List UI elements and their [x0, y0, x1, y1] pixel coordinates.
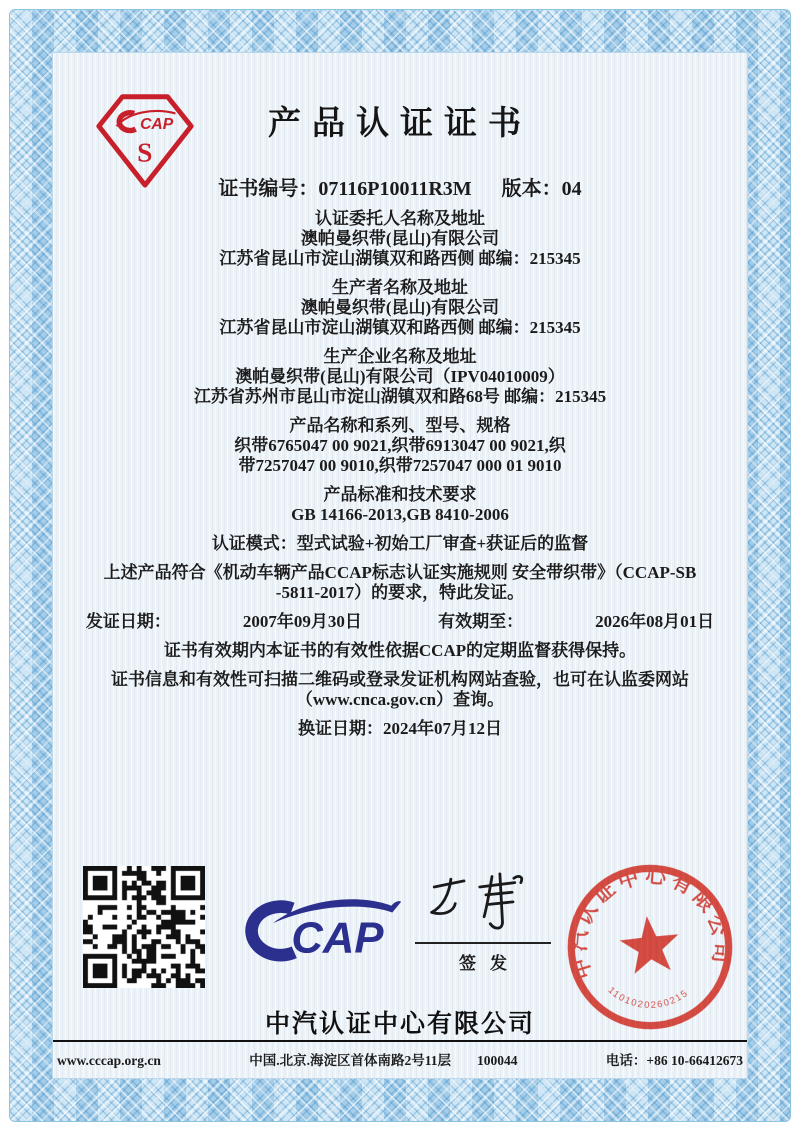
- producer-address: 江苏省昆山市淀山湖镇双和路西侧 邮编：215345: [219, 318, 581, 337]
- renewal-date: [53, 719, 747, 739]
- expiry-date: [438, 612, 714, 631]
- product-block: [53, 416, 747, 476]
- producer-header: 生产者名称及地址: [332, 278, 468, 297]
- expiry-date-value: 2026年08月01日: [595, 612, 715, 631]
- footer-phone: 电话：+86 10-66412673: [605, 1053, 743, 1068]
- producer-name: 澳帕曼织带(昆山)有限公司: [300, 298, 500, 317]
- statement-line1: 上述产品符合《机动车辆产品CCAP标志认证实施规则 安全带织带》（CCAP-SB: [103, 563, 697, 582]
- gem-cap-text: CAP: [140, 116, 174, 134]
- verify-note: [53, 670, 747, 710]
- gem-s-text: S: [137, 137, 153, 168]
- guilloche-border: [9, 9, 791, 1122]
- product-line1: 织带6765047 00 9021,织带6913047 00 9021,织: [234, 436, 566, 455]
- certification-mode: 认证模式：型式试验+初始工厂审查+获证后的监督: [211, 534, 589, 553]
- footer-address-text: 中国.北京.海淀区首体南路2号11层: [249, 1053, 452, 1068]
- verify-line2: （www.cnca.gov.cn）查询。: [295, 690, 505, 709]
- factory-block: [53, 347, 747, 407]
- signature-line: [415, 942, 551, 944]
- conformity-statement: [53, 563, 747, 603]
- cert-no-value: 07116P10011R3M: [318, 178, 472, 200]
- signature-label: 签发: [459, 954, 521, 973]
- footer-contact-row: [57, 1049, 743, 1069]
- issue-date-value: 2007年09月30日: [242, 612, 362, 631]
- standard-header: 产品标准和技术要求: [323, 485, 477, 504]
- version-value: 04: [561, 178, 582, 200]
- footer-address: [249, 1049, 517, 1069]
- renewal-date-value: 2024年07月12日: [383, 719, 502, 738]
- cert-no-label: 证书编号：: [218, 178, 319, 200]
- renewal-date-label: 换证日期：: [298, 719, 383, 738]
- factory-address: 江苏省苏州市昆山市淀山湖镇双和路68号 邮编：215345: [193, 387, 607, 406]
- expiry-date-label: 有效期至：: [438, 612, 524, 631]
- issuer-company-name: 中汽认证中心有限公司: [264, 1010, 535, 1038]
- standard-value: GB 14166-2013,GB 8410-2006: [291, 505, 509, 524]
- ccap-logo-text: CAP: [291, 913, 384, 963]
- version-label: 版本：: [501, 178, 562, 200]
- standard-block: [53, 485, 747, 525]
- ccap-logo: [238, 896, 403, 964]
- footer-divider: [53, 1040, 747, 1042]
- applicant-address: 江苏省昆山市淀山湖镇双和路西侧 邮编：215345: [219, 249, 581, 268]
- applicant-block: [53, 209, 747, 269]
- handwritten-signature-icon: [415, 866, 555, 936]
- statement-line2: -5811-2017）的要求，特此发证。: [275, 583, 525, 602]
- factory-header: 生产企业名称及地址: [323, 347, 477, 366]
- footer-postcode: 100044: [477, 1053, 518, 1068]
- dates-row: [53, 612, 747, 632]
- producer-block: [53, 278, 747, 338]
- footer-website: www.cccap.org.cn: [57, 1053, 161, 1068]
- ccap-s-diamond-icon: [91, 83, 199, 193]
- issue-date-label: 发证日期：: [85, 612, 171, 631]
- verify-line1: 证书信息和有效性可扫描二维码或登录发证机构网站查验，也可在认监委网站: [111, 670, 689, 689]
- factory-name: 澳帕曼织带(昆山)有限公司（IPV04010009）: [235, 367, 565, 386]
- issue-date: [86, 612, 362, 631]
- product-header: 产品名称和系列、型号、规格: [289, 416, 511, 435]
- maintain-note: 证书有效期内本证书的有效性依据CCAP的定期监督获得保持。: [163, 641, 637, 660]
- certificate-paper: [52, 52, 748, 1079]
- qr-code: [83, 866, 205, 988]
- applicant-name: 澳帕曼织带(昆山)有限公司: [300, 229, 500, 248]
- applicant-header: 认证委托人名称及地址: [315, 209, 485, 228]
- product-line2: 带7257047 00 9010,织带7257047 000 01 9010: [238, 456, 562, 475]
- seal-number-text: 1101020260215: [606, 985, 689, 1010]
- certificate-title: 产品认证证书: [268, 106, 532, 142]
- seal-company-text: 中汽认证中心有限公司: [568, 865, 732, 982]
